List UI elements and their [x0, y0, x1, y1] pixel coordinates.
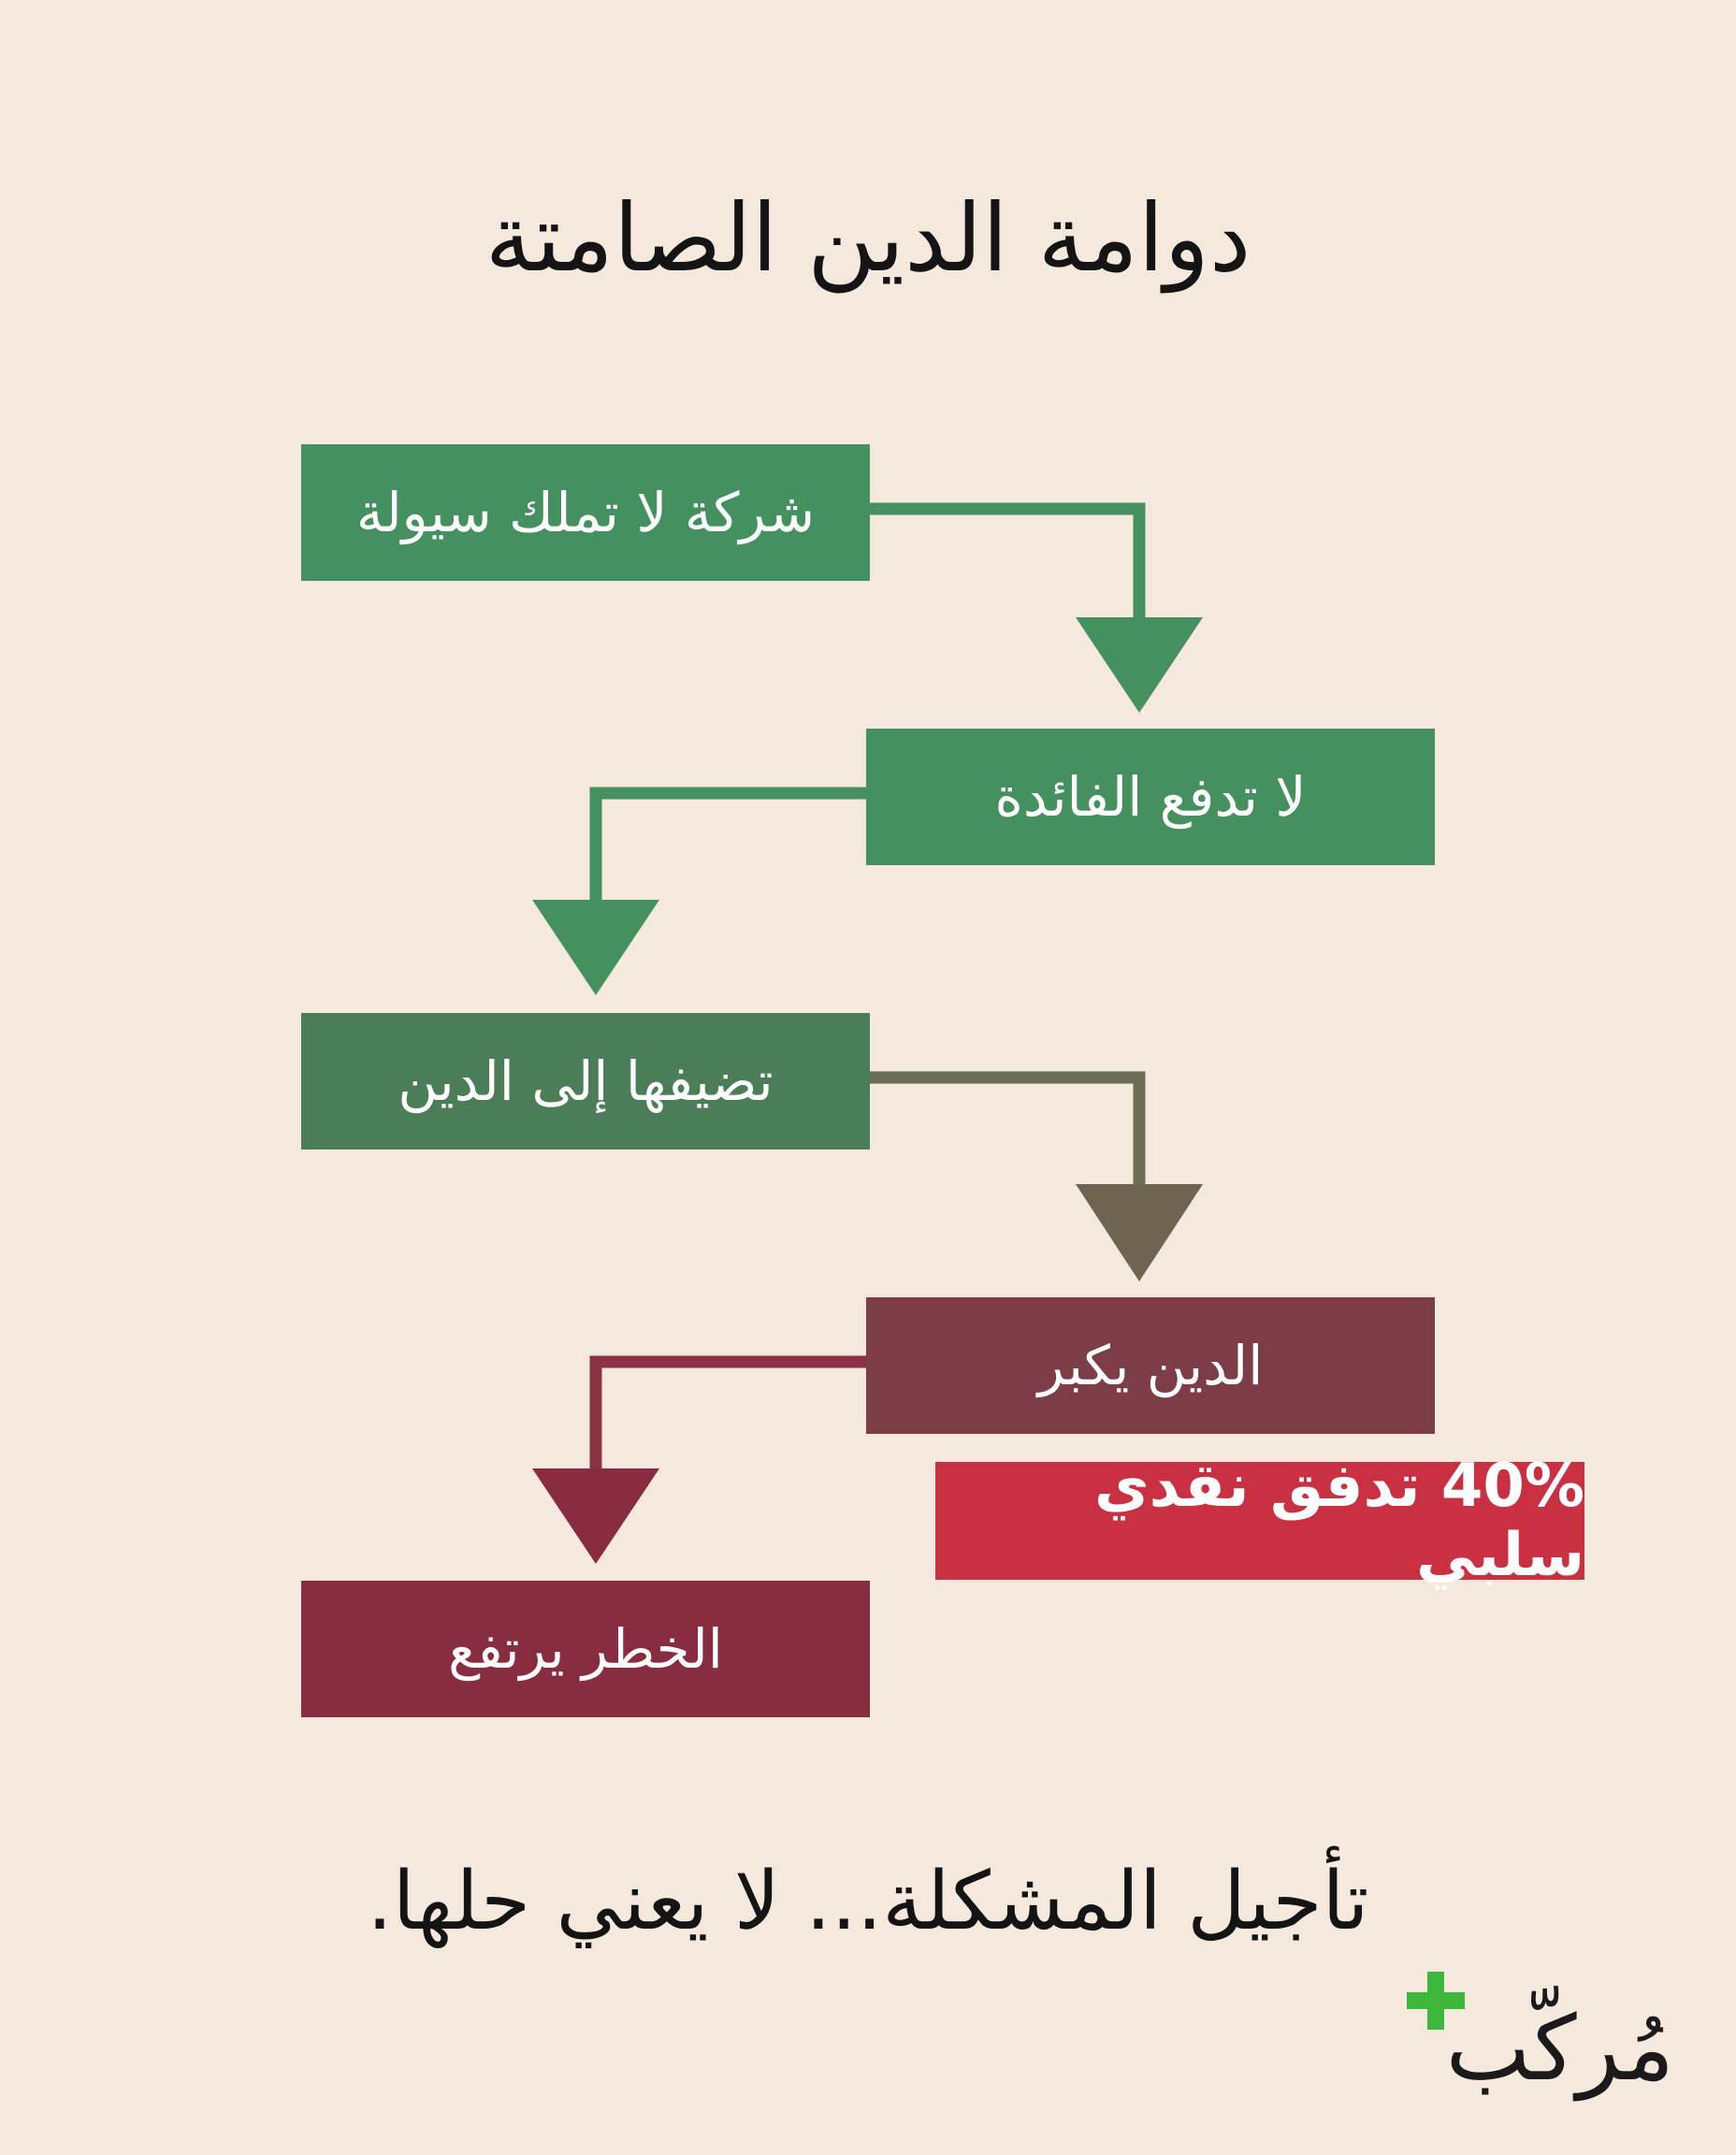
connector-arrow-4: [532, 1362, 866, 1564]
tagline: تأجيل المشكلة... لا يعني حلها.: [367, 1855, 1369, 1948]
connector-arrow-3: [870, 1078, 1203, 1281]
step-label-1: شركة لا تملك سيولة: [355, 481, 816, 544]
brand-logo: [1394, 1955, 1674, 2104]
negative-cashflow-badge: [935, 1452, 1584, 1590]
step-label-5: الخطر يرتفع: [448, 1617, 723, 1681]
connector-arrow-1: [870, 509, 1203, 713]
connector-arrow-2: [532, 793, 866, 995]
step-box-2: [866, 729, 1435, 865]
step-box-4: [866, 1297, 1435, 1434]
badge-label: 40% تدفق نقدي سلبي: [1093, 1452, 1584, 1590]
step-box-5: [301, 1581, 870, 1717]
step-label-3: تضيفها إلى الدين: [398, 1049, 774, 1113]
logo-wordmark: مُركّب: [1445, 1996, 1674, 2101]
step-label-4: الدين يكبر: [1037, 1334, 1264, 1397]
diagram-title: دوامة الدين الصامتة: [485, 183, 1251, 293]
step-label-2: لا تدفع الفائدة: [994, 765, 1307, 829]
step-box-1: [301, 444, 870, 581]
step-box-3: [301, 1013, 870, 1150]
